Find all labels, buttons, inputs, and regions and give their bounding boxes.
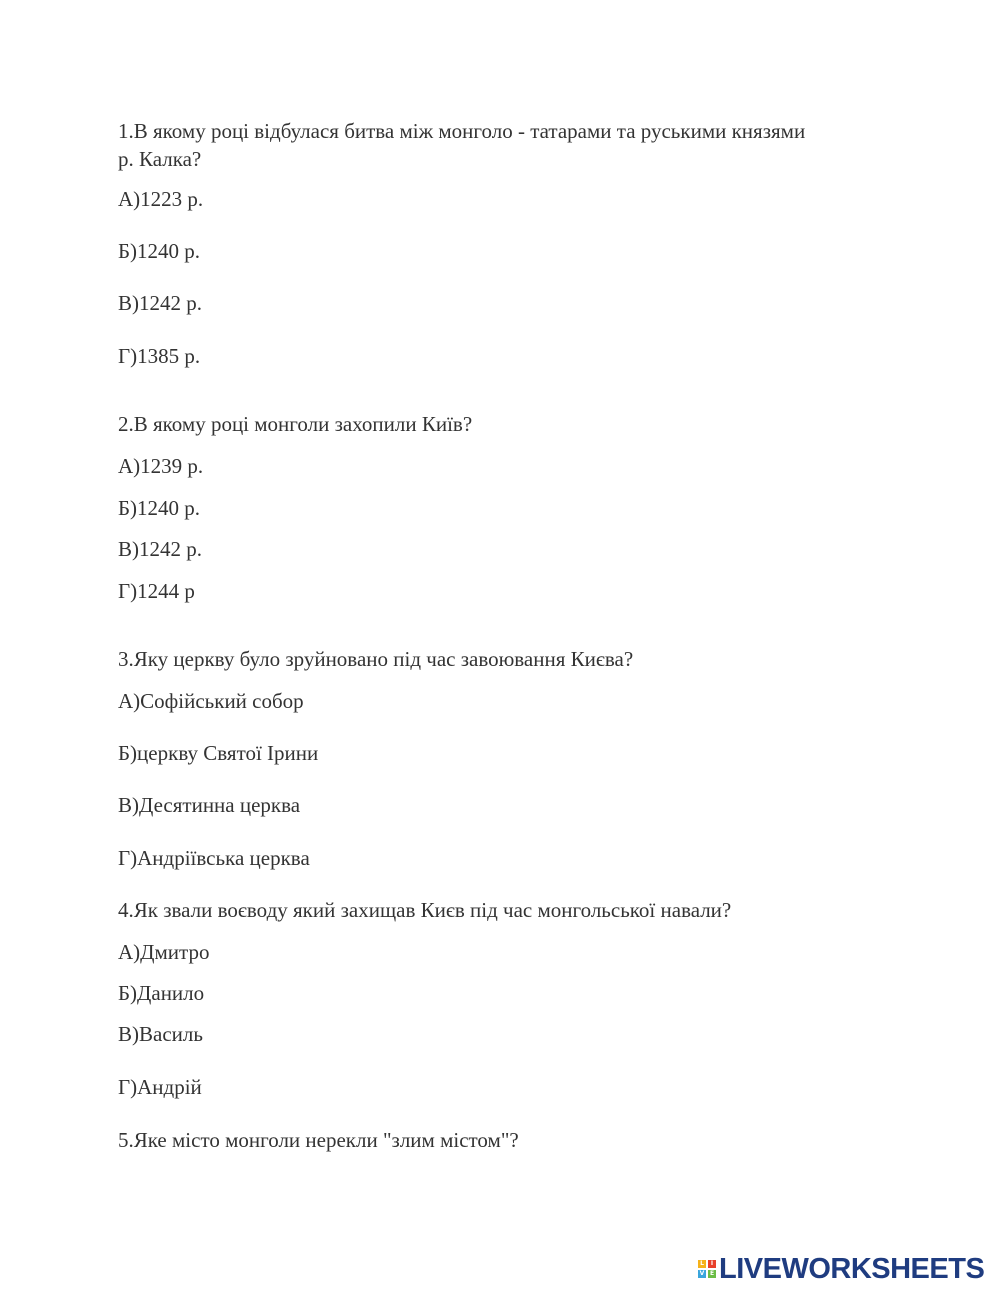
question-1-option-a: А)1223 р.: [118, 187, 204, 211]
question-3-option-b: Б)церкву Святої Ірини: [118, 741, 319, 765]
question-3-option-d: Г)Андріївська церква: [118, 846, 310, 870]
question-2-option-c: В)1242 р.: [118, 537, 202, 561]
question-2-option-d: Г)1244 р: [118, 579, 195, 603]
question-1-text-cont: р. Калка?: [118, 147, 202, 171]
question-5-text: 5.Яке місто монголи нерекли "злим містом"?: [118, 1128, 519, 1152]
question-1-option-d: Г)1385 р.: [118, 344, 201, 368]
question-4-option-c: В)Василь: [118, 1022, 203, 1046]
question-4-text: 4.Як звали воєводу який захищав Києв під час монгольської навали?: [118, 898, 732, 922]
question-2-option-a: А)1239 р.: [118, 454, 204, 478]
question-4-option-a: А)Дмитро: [118, 940, 210, 964]
liveworksheets-logo: [698, 1254, 984, 1284]
question-2-option-b: Б)1240 р.: [118, 496, 201, 520]
question-3-text: 3.Яку церкву було зруйновано під час завоювання Києва?: [118, 647, 634, 671]
logo-text: LIVEWORKSHEETS: [719, 1253, 985, 1285]
question-4-option-b: Б)Данило: [118, 981, 205, 1005]
question-4-option-d: Г)Андрій: [118, 1075, 202, 1099]
question-3-option-a: А)Софійський собор: [118, 689, 304, 713]
question-3-option-c: В)Десятинна церква: [118, 793, 301, 817]
question-1-text: 1.В якому році відбулася битва між монголо - татарами та руськими князями: [118, 119, 806, 143]
question-1-option-c: В)1242 р.: [118, 291, 202, 315]
logo-blocks-icon: L I V E: [699, 1260, 715, 1277]
question-2-text: 2.В якому році монголи захопили Київ?: [118, 412, 473, 436]
question-1-option-b: Б)1240 р.: [118, 239, 201, 263]
